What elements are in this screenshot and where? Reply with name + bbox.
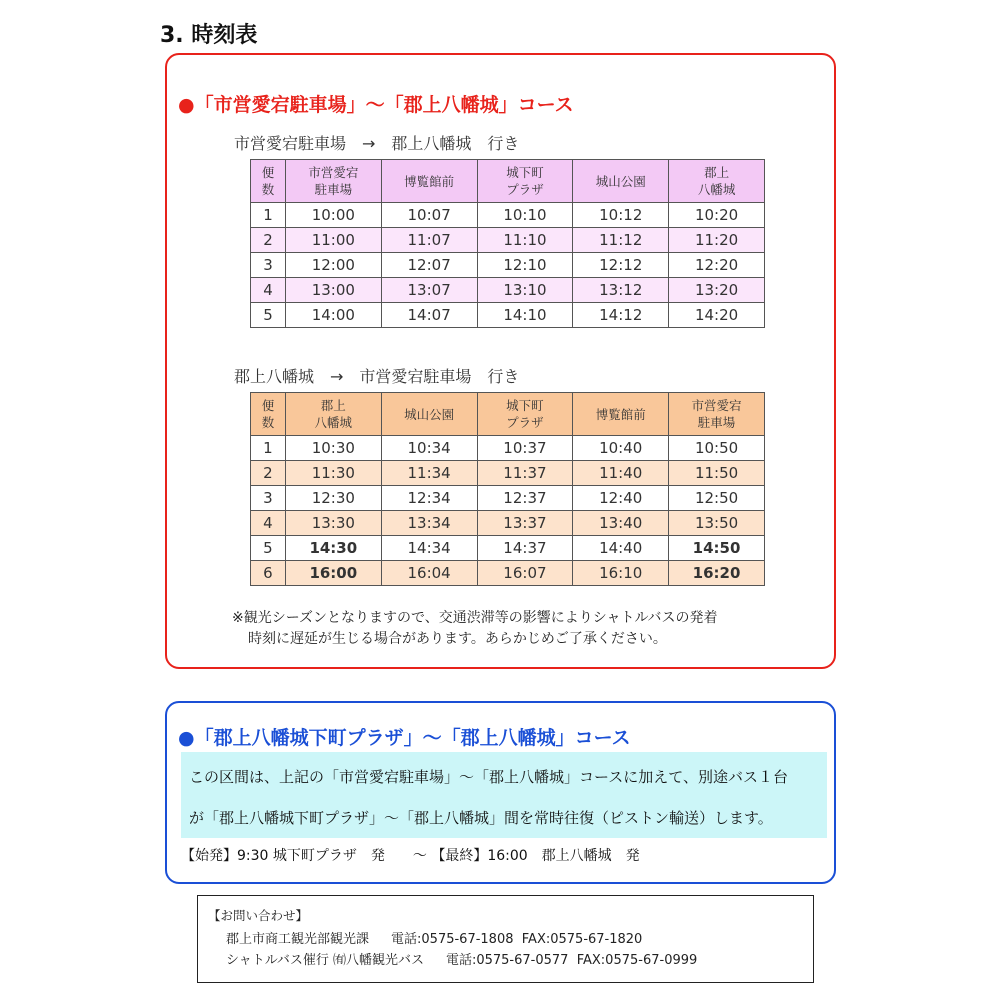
trip-number: 6 bbox=[251, 561, 286, 586]
time-cell: 10:50 bbox=[669, 436, 765, 461]
contact-org: シャトルバス催行 ㈲八幡観光バス bbox=[226, 953, 424, 968]
route2-label: 郡上八幡城 → 市営愛宕駐車場 行き bbox=[234, 367, 520, 386]
trip-number: 4 bbox=[251, 511, 286, 536]
table-row bbox=[251, 303, 765, 328]
time-cell: 12:30 bbox=[285, 486, 381, 511]
timetable-header-row bbox=[251, 160, 765, 203]
time-cell: 11:12 bbox=[573, 228, 669, 253]
time-cell: 11:37 bbox=[477, 461, 573, 486]
col-header-stop: 城下町 プラザ bbox=[477, 160, 573, 203]
course2-description-line: が「郡上八幡城下町プラザ」〜「郡上八幡城」間を常時往復（ピストン輸送）します。 bbox=[189, 809, 773, 827]
col-header-stop: 城下町 プラザ bbox=[477, 393, 573, 436]
contact-phone: 電話:0575-67-1808 bbox=[391, 932, 514, 947]
delay-note-line: ※観光シーズンとなりますので、交通渋滞等の影響によりシャトルバスの発着 bbox=[232, 610, 718, 626]
table-row bbox=[251, 561, 765, 586]
trip-number: 1 bbox=[251, 203, 286, 228]
trip-number: 1 bbox=[251, 436, 286, 461]
time-cell: 10:12 bbox=[573, 203, 669, 228]
course2-title: ●「郡上八幡城下町プラザ」〜「郡上八幡城」コース bbox=[178, 727, 631, 749]
time-cell: 11:50 bbox=[669, 461, 765, 486]
table-row bbox=[251, 278, 765, 303]
time-cell: 16:07 bbox=[477, 561, 573, 586]
col-header-trip: 便 数 bbox=[251, 393, 286, 436]
first-last-departure: 【始発】9:30 城下町プラザ 発 〜 【最終】16:00 郡上八幡城 発 bbox=[181, 848, 640, 864]
col-header-stop: 博覧館前 bbox=[573, 393, 669, 436]
time-cell: 16:20 bbox=[669, 561, 765, 586]
trip-number: 4 bbox=[251, 278, 286, 303]
time-cell: 10:10 bbox=[477, 203, 573, 228]
col-header-stop: 城山公園 bbox=[381, 393, 477, 436]
trip-number: 5 bbox=[251, 303, 286, 328]
time-cell: 16:00 bbox=[285, 561, 381, 586]
time-cell: 12:12 bbox=[573, 253, 669, 278]
contact-fax: FAX:0575-67-1820 bbox=[521, 932, 643, 947]
contact-org: 郡上市商工観光部観光課 bbox=[226, 932, 370, 947]
time-cell: 13:40 bbox=[573, 511, 669, 536]
col-header-stop: 城山公園 bbox=[573, 160, 669, 203]
delay-note-line: 時刻に遅延が生じる場合があります。あらかじめご了承ください。 bbox=[248, 631, 667, 647]
col-header-stop: 市営愛宕 駐車場 bbox=[669, 393, 765, 436]
table-row bbox=[251, 536, 765, 561]
time-cell: 10:00 bbox=[285, 203, 381, 228]
time-cell: 14:30 bbox=[285, 536, 381, 561]
course2-description-line: この区間は、上記の「市営愛宕駐車場」〜「郡上八幡城」コースに加えて、別途バス１台 bbox=[189, 768, 788, 786]
contact-line bbox=[226, 928, 642, 947]
time-cell: 13:34 bbox=[381, 511, 477, 536]
trip-number: 2 bbox=[251, 461, 286, 486]
time-cell: 10:20 bbox=[669, 203, 765, 228]
timetable-return bbox=[250, 392, 765, 586]
time-cell: 11:00 bbox=[285, 228, 381, 253]
contact-phone: 電話:0575-67-0577 bbox=[445, 953, 569, 968]
time-cell: 11:30 bbox=[285, 461, 381, 486]
trip-number: 5 bbox=[251, 536, 286, 561]
time-cell: 13:10 bbox=[477, 278, 573, 303]
time-cell: 11:10 bbox=[477, 228, 573, 253]
timetable-outbound bbox=[250, 159, 765, 328]
time-cell: 14:10 bbox=[477, 303, 573, 328]
time-cell: 14:07 bbox=[381, 303, 477, 328]
time-cell: 12:50 bbox=[669, 486, 765, 511]
col-header-stop: 博覧館前 bbox=[381, 160, 477, 203]
time-cell: 14:37 bbox=[477, 536, 573, 561]
contact-line bbox=[226, 949, 697, 968]
trip-number: 3 bbox=[251, 486, 286, 511]
time-cell: 12:20 bbox=[669, 253, 765, 278]
time-cell: 13:07 bbox=[381, 278, 477, 303]
col-header-trip: 便 数 bbox=[251, 160, 286, 203]
time-cell: 13:30 bbox=[285, 511, 381, 536]
time-cell: 12:40 bbox=[573, 486, 669, 511]
table-row bbox=[251, 203, 765, 228]
time-cell: 12:07 bbox=[381, 253, 477, 278]
time-cell: 11:07 bbox=[381, 228, 477, 253]
time-cell: 14:34 bbox=[381, 536, 477, 561]
table-row bbox=[251, 461, 765, 486]
time-cell: 11:20 bbox=[669, 228, 765, 253]
delay-note bbox=[232, 608, 718, 650]
trip-number: 2 bbox=[251, 228, 286, 253]
contact-fax: FAX:0575-67-0999 bbox=[576, 953, 698, 968]
time-cell: 12:37 bbox=[477, 486, 573, 511]
time-cell: 13:00 bbox=[285, 278, 381, 303]
route1-label: 市営愛宕駐車場 → 郡上八幡城 行き bbox=[234, 134, 520, 153]
time-cell: 14:00 bbox=[285, 303, 381, 328]
time-cell: 10:07 bbox=[381, 203, 477, 228]
time-cell: 14:12 bbox=[573, 303, 669, 328]
table-row bbox=[251, 511, 765, 536]
time-cell: 12:10 bbox=[477, 253, 573, 278]
time-cell: 14:20 bbox=[669, 303, 765, 328]
time-cell: 10:37 bbox=[477, 436, 573, 461]
table-row bbox=[251, 253, 765, 278]
time-cell: 13:12 bbox=[573, 278, 669, 303]
time-cell: 14:40 bbox=[573, 536, 669, 561]
table-row bbox=[251, 486, 765, 511]
time-cell: 11:40 bbox=[573, 461, 669, 486]
time-cell: 13:37 bbox=[477, 511, 573, 536]
time-cell: 10:40 bbox=[573, 436, 669, 461]
table-row bbox=[251, 436, 765, 461]
contact-title: 【お問い合わせ】 bbox=[208, 908, 309, 923]
course1-title: ●「市営愛宕駐車場」〜「郡上八幡城」コース bbox=[178, 94, 574, 116]
col-header-stop: 郡上 八幡城 bbox=[669, 160, 765, 203]
time-cell: 10:30 bbox=[285, 436, 381, 461]
page-heading: 3. 時刻表 bbox=[160, 23, 258, 48]
trip-number: 3 bbox=[251, 253, 286, 278]
time-cell: 14:50 bbox=[669, 536, 765, 561]
time-cell: 10:34 bbox=[381, 436, 477, 461]
timetable-header-row bbox=[251, 393, 765, 436]
time-cell: 12:00 bbox=[285, 253, 381, 278]
time-cell: 12:34 bbox=[381, 486, 477, 511]
col-header-stop: 市営愛宕 駐車場 bbox=[285, 160, 381, 203]
table-row bbox=[251, 228, 765, 253]
time-cell: 16:10 bbox=[573, 561, 669, 586]
time-cell: 11:34 bbox=[381, 461, 477, 486]
col-header-stop: 郡上 八幡城 bbox=[285, 393, 381, 436]
time-cell: 13:50 bbox=[669, 511, 765, 536]
time-cell: 16:04 bbox=[381, 561, 477, 586]
time-cell: 13:20 bbox=[669, 278, 765, 303]
